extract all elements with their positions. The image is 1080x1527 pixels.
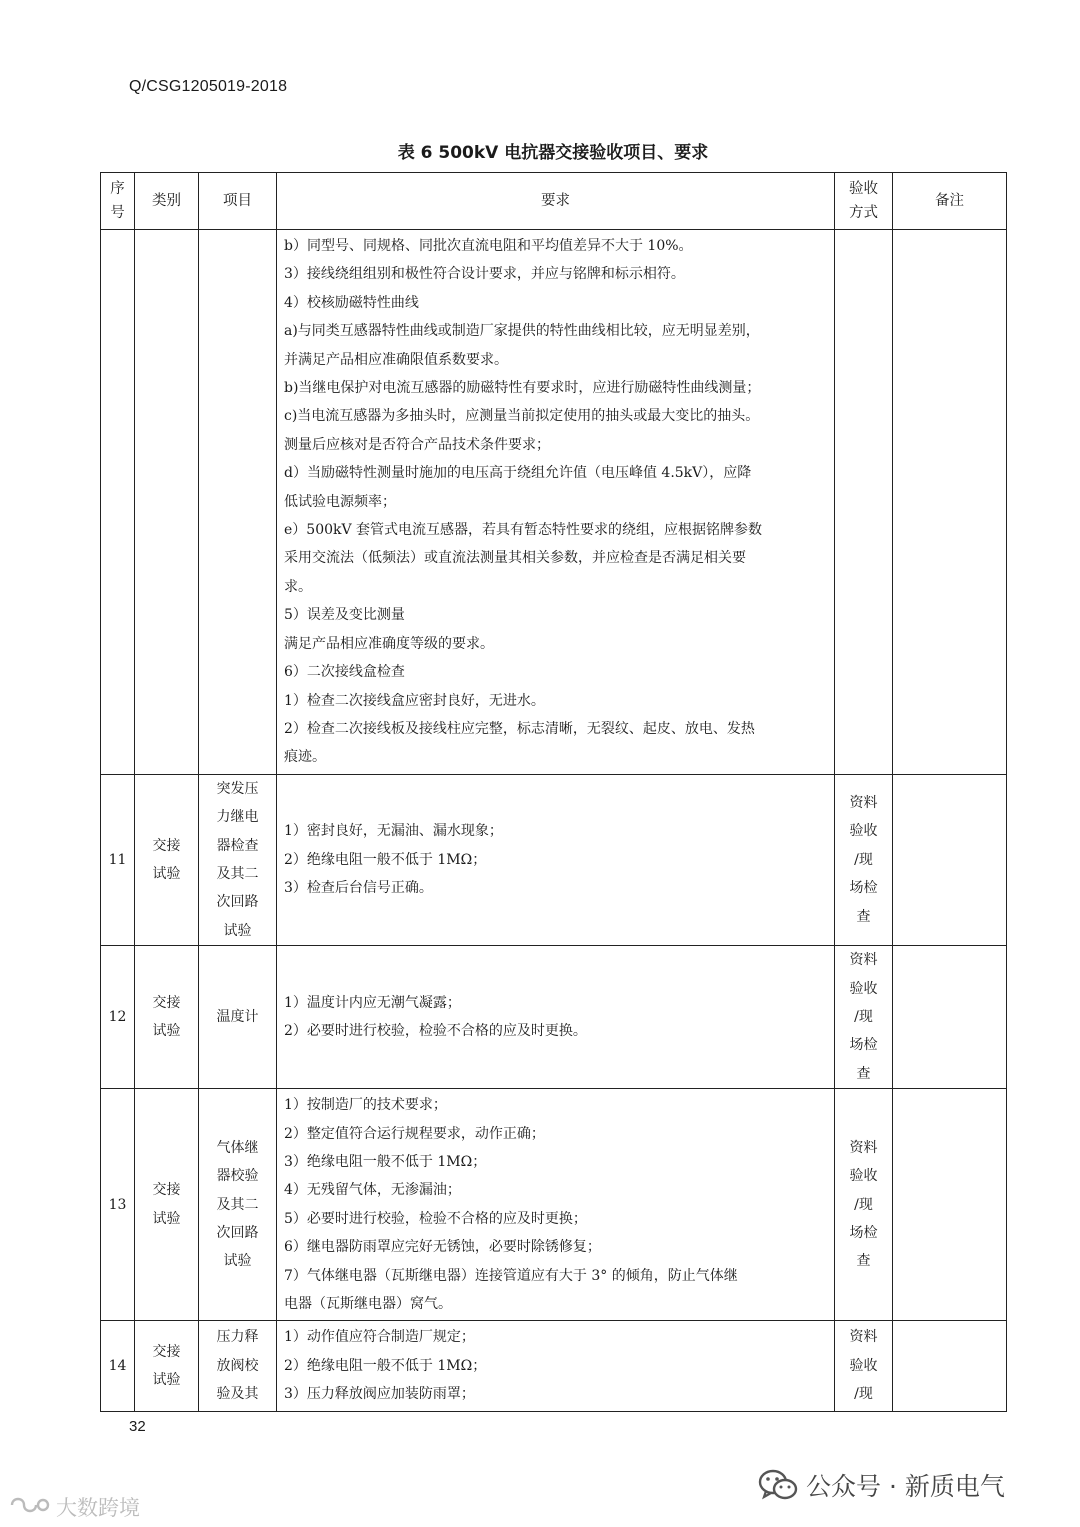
cell-item <box>199 230 277 775</box>
cell-method-line: 查 <box>856 908 871 925</box>
table-title: 表 6 500kV 电抗器交接验收项目、要求 <box>397 143 709 163</box>
cell-item <box>199 1321 277 1411</box>
cell-method-line: /现 <box>854 1386 873 1403</box>
cell-item <box>199 1089 277 1321</box>
requirement-line: 2）必要时进行校验，检验不合格的应及时更换。 <box>284 1023 587 1040</box>
requirement-line: 求。 <box>284 578 312 595</box>
requirement-line: 采用交流法（低频法）或直流法测量其相关参数，并应检查是否满足相关要 <box>284 550 746 567</box>
header-remark: 备注 <box>893 173 1007 230</box>
requirement-line: 2）绝缘电阻一般不低于 1MΩ； <box>284 1357 487 1374</box>
cell-remark <box>893 1089 1007 1321</box>
requirement-line: 6）二次接线盒检查 <box>284 664 405 681</box>
cell-item-line: 温度计 <box>216 1008 259 1025</box>
cell-num <box>101 946 135 1089</box>
cell-requirement <box>277 1089 835 1321</box>
requirement-line: 4）无残留气体，无渗漏油； <box>284 1182 461 1199</box>
cell-method-line: 场检 <box>849 880 878 897</box>
requirement-line: 1）动作值应符合制造厂规定； <box>284 1329 475 1346</box>
cell-item-line: 验及其 <box>216 1386 259 1403</box>
row-number: 13 <box>108 1196 127 1213</box>
cell-item <box>199 946 277 1089</box>
cell-category-line: 试验 <box>152 1023 181 1040</box>
cell-category <box>135 1321 199 1411</box>
cell-category-line: 交接 <box>152 994 181 1011</box>
cell-remark <box>893 774 1007 945</box>
cell-method-line: 验收 <box>849 1168 878 1185</box>
cell-method <box>835 774 893 945</box>
cell-item-line: 试验 <box>223 1253 252 1270</box>
table-row <box>101 774 1007 945</box>
cell-num <box>101 1089 135 1321</box>
requirement-line: 5）必要时进行校验，检验不合格的应及时更换； <box>284 1210 587 1227</box>
requirement-line: 低试验电源频率； <box>284 493 396 510</box>
row-number: 11 <box>108 851 127 868</box>
cell-item-line: 次回路 <box>216 894 259 911</box>
wechat-watermark <box>758 1467 1005 1503</box>
cell-category-line: 试验 <box>152 865 181 882</box>
cell-remark <box>893 230 1007 775</box>
cell-remark <box>893 946 1007 1089</box>
requirement-line: d）当励磁特性测量时施加的电压高于绕组允许值（电压峰值 4.5kV），应降 <box>284 465 752 482</box>
cell-requirement <box>277 946 835 1089</box>
cell-method-line: 验收 <box>849 823 878 840</box>
cell-category <box>135 946 199 1089</box>
cell-item-line: 突发压 <box>216 780 259 797</box>
header-method: 验收 方式 <box>835 173 893 230</box>
cell-num <box>101 1321 135 1411</box>
requirement-line: b）同型号、同规格、同批次直流电阻和平均值差异不大于 10%。 <box>284 238 693 254</box>
cell-method-line: 资料 <box>849 952 878 969</box>
header-item: 项目 <box>199 173 277 230</box>
requirement-line: c)当电流互感器为多抽头时，应测量当前拟定使用的抽头或最大变比的抽头。 <box>284 408 760 425</box>
requirement-line: e）500kV 套管式电流互感器，若具有暂态特性要求的绕组，应根据铭牌参数 <box>284 522 763 539</box>
acceptance-table <box>100 172 1007 1412</box>
document-code: Q/CSG1205019-2018 <box>129 78 288 95</box>
requirement-line: b)当继电保护对电流互感器的励磁特性有要求时，应进行励磁特性曲线测量； <box>284 380 761 397</box>
requirement-line: 2）检查二次接线板及接线柱应完整，标志清晰，无裂纹、起皮、放电、发热 <box>284 720 755 737</box>
requirement-line: 3）压力释放阀应加装防雨罩； <box>284 1386 475 1403</box>
header-num: 序 号 <box>101 173 135 230</box>
requirement-line: 3）绝缘电阻一般不低于 1MΩ； <box>284 1154 487 1170</box>
cell-category-line: 交接 <box>152 1182 181 1199</box>
table-header-row <box>101 173 1007 230</box>
requirement-line: 3）检查后台信号正确。 <box>284 880 433 897</box>
table-row <box>101 1321 1007 1411</box>
requirement-line: 电器（瓦斯继电器）窝气。 <box>284 1296 452 1313</box>
requirement-line: 3）接线绕组组别和极性符合设计要求，并应与铭牌和标示相符。 <box>284 266 685 283</box>
cell-category-line: 交接 <box>152 1343 181 1360</box>
watermark-icon <box>8 1493 52 1522</box>
row-number: 14 <box>108 1357 127 1374</box>
requirement-line: 并满足产品相应准确限值系数要求。 <box>284 351 508 368</box>
cell-item-line: 试验 <box>223 922 252 939</box>
cell-method-line: 资料 <box>849 1329 878 1346</box>
cell-method-line: 资料 <box>849 794 878 811</box>
requirement-line: 4）校核励磁特性曲线 <box>284 294 419 311</box>
cell-method-line: /现 <box>854 1196 873 1213</box>
cell-category <box>135 1089 199 1321</box>
cell-item-line: 及其二 <box>216 865 259 882</box>
cell-category-line: 试验 <box>152 1210 181 1227</box>
requirement-line: 1）检查二次接线盒应密封良好，无进水。 <box>284 692 545 709</box>
cell-item-line: 器检查 <box>216 837 259 854</box>
cell-category-line: 交接 <box>152 837 181 854</box>
cell-remark <box>893 1321 1007 1411</box>
header-category: 类别 <box>135 173 199 230</box>
requirement-line: 7）气体继电器（瓦斯继电器）连接管道应有大于 3° 的倾角，防止气体继 <box>284 1267 738 1284</box>
table-row <box>101 1089 1007 1321</box>
cell-method <box>835 230 893 775</box>
cell-item-line: 压力释 <box>216 1329 259 1346</box>
requirement-line: 1）按制造厂的技术要求； <box>284 1097 447 1114</box>
cell-method-line: /现 <box>854 1008 873 1025</box>
requirement-line: 满足产品相应准确度等级的要求。 <box>284 635 494 652</box>
cell-num <box>101 774 135 945</box>
requirement-line: 6）继电器防雨罩应完好无锈蚀，必要时除锈修复； <box>284 1239 601 1256</box>
requirement-line: 2）绝缘电阻一般不低于 1MΩ； <box>284 851 487 868</box>
watermark-text: 大数跨境 <box>56 1496 140 1520</box>
left-watermark <box>8 1492 140 1522</box>
cell-method <box>835 1321 893 1411</box>
cell-method-line: 验收 <box>849 980 878 997</box>
cell-category <box>135 230 199 775</box>
requirement-line: 1）密封良好，无漏油、漏水现象； <box>284 823 503 840</box>
cell-method-line: /现 <box>854 851 873 868</box>
cell-method <box>835 1089 893 1321</box>
cell-num <box>101 230 135 775</box>
table-row <box>101 230 1007 775</box>
header-requirement: 要求 <box>277 173 835 230</box>
page-number: 32 <box>129 1418 146 1435</box>
requirement-line: a)与同类互感器特性曲线或制造厂家提供的特性曲线相比较，应无明显差别， <box>284 323 760 340</box>
requirement-line: 2）整定值符合运行规程要求，动作正确； <box>284 1125 545 1142</box>
row-number: 12 <box>108 1008 127 1025</box>
cell-item-line: 力继电 <box>216 809 259 826</box>
requirement-line: 测量后应核对是否符合产品技术条件要求； <box>284 436 550 453</box>
cell-item-line: 放阀校 <box>216 1357 259 1374</box>
cell-method-line: 资料 <box>849 1139 878 1156</box>
cell-method-line: 查 <box>856 1065 871 1082</box>
cell-requirement <box>277 1321 835 1411</box>
requirement-line: 5）误差及变比测量 <box>284 607 405 624</box>
cell-requirement <box>277 774 835 945</box>
cell-category <box>135 774 199 945</box>
cell-method-line: 验收 <box>849 1357 878 1374</box>
cell-method-line: 查 <box>856 1253 871 1270</box>
cell-method <box>835 946 893 1089</box>
cell-item-line: 及其二 <box>216 1196 259 1213</box>
cell-item-line: 次回路 <box>216 1225 259 1242</box>
cell-requirement <box>277 230 835 775</box>
table-row <box>101 946 1007 1089</box>
wechat-icon <box>758 1468 798 1502</box>
wechat-label: 公众号 · 新质电气 <box>806 1472 1005 1501</box>
cell-method-line: 场检 <box>849 1225 878 1242</box>
cell-category-line: 试验 <box>152 1372 181 1389</box>
requirement-line: 痕迹。 <box>284 749 326 766</box>
cell-method-line: 场检 <box>849 1037 878 1054</box>
cell-item-line: 器校验 <box>216 1168 259 1185</box>
cell-item-line: 气体继 <box>216 1139 259 1156</box>
cell-item <box>199 774 277 945</box>
requirement-line: 1）温度计内应无潮气凝露； <box>284 994 461 1011</box>
